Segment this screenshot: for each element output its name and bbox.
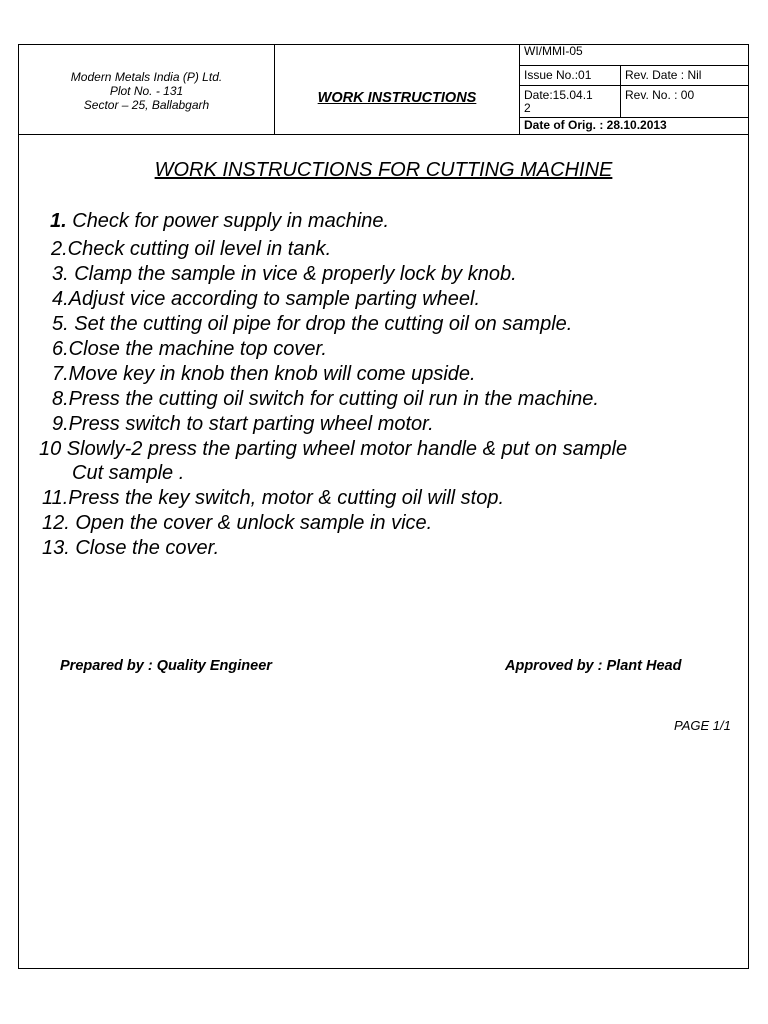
list-item: 4.Adjust vice according to sample parting wheel. [52, 288, 481, 310]
issue-date-line1: Date:15.04.1 [524, 88, 593, 102]
document-control-table [520, 45, 748, 134]
list-item [50, 209, 389, 233]
revision-number: Rev. No. : 00 [625, 88, 695, 102]
approved-by: Approved by : Plant Head [505, 658, 682, 674]
list-item: 10 Slowly-2 press the parting wheel motor handle & put on sample [39, 438, 628, 460]
list-item-continuation: Cut sample . [72, 462, 185, 484]
list-item: 5. Set the cutting oil pipe for drop the cutting oil on sample. [52, 313, 573, 335]
issue-number: Issue No.:01 [520, 66, 621, 85]
issue-row [520, 66, 748, 86]
issue-date-line2: 2 [524, 101, 531, 115]
header-title-cell [275, 45, 520, 134]
list-item: 6.Close the machine top cover. [52, 338, 327, 360]
revision-date: Rev. Date : Nil [625, 68, 702, 82]
list-item: 12. Open the cover & unlock sample in vice. [42, 512, 433, 534]
list-item: 8.Press the cutting oil switch for cutting oil run in the machine. [52, 388, 599, 410]
list-item: 11.Press the key switch, motor & cutting oil will stop. [42, 487, 505, 509]
document-header [19, 45, 748, 135]
origin-row [520, 118, 748, 134]
list-item: 9.Press switch to start parting wheel motor. [52, 413, 434, 435]
list-item: 2.Check cutting oil level in tank. [51, 238, 332, 260]
main-title: WORK INSTRUCTIONS FOR CUTTING MACHINE [154, 159, 613, 181]
company-name: Modern Metals India (P) Ltd. [70, 69, 223, 84]
issue-date [520, 86, 621, 117]
document-frame [18, 44, 749, 969]
company-block [19, 45, 275, 134]
list-item: 13. Close the cover. [42, 537, 220, 559]
date-of-origin: Date of Orig. : 28.10.2013 [524, 118, 667, 132]
list-item: 3. Clamp the sample in vice & properly lock by knob. [52, 263, 517, 285]
prepared-by: Prepared by : Quality Engineer [60, 658, 272, 674]
doc-number: WI/MMI-05 [524, 44, 583, 58]
doc-no-row [520, 45, 748, 66]
list-item: 7.Move key in knob then knob will come upside. [52, 363, 476, 385]
date-row [520, 86, 748, 118]
header-title: WORK INSTRUCTIONS [317, 89, 477, 106]
company-sector: Sector – 25, Ballabgarh [83, 97, 210, 112]
company-plot: Plot No. - 131 [109, 83, 184, 98]
step-text: Check for power supply in machine. [66, 210, 390, 232]
step-number: 1. [50, 210, 67, 232]
page-number: PAGE 1/1 [674, 718, 731, 733]
